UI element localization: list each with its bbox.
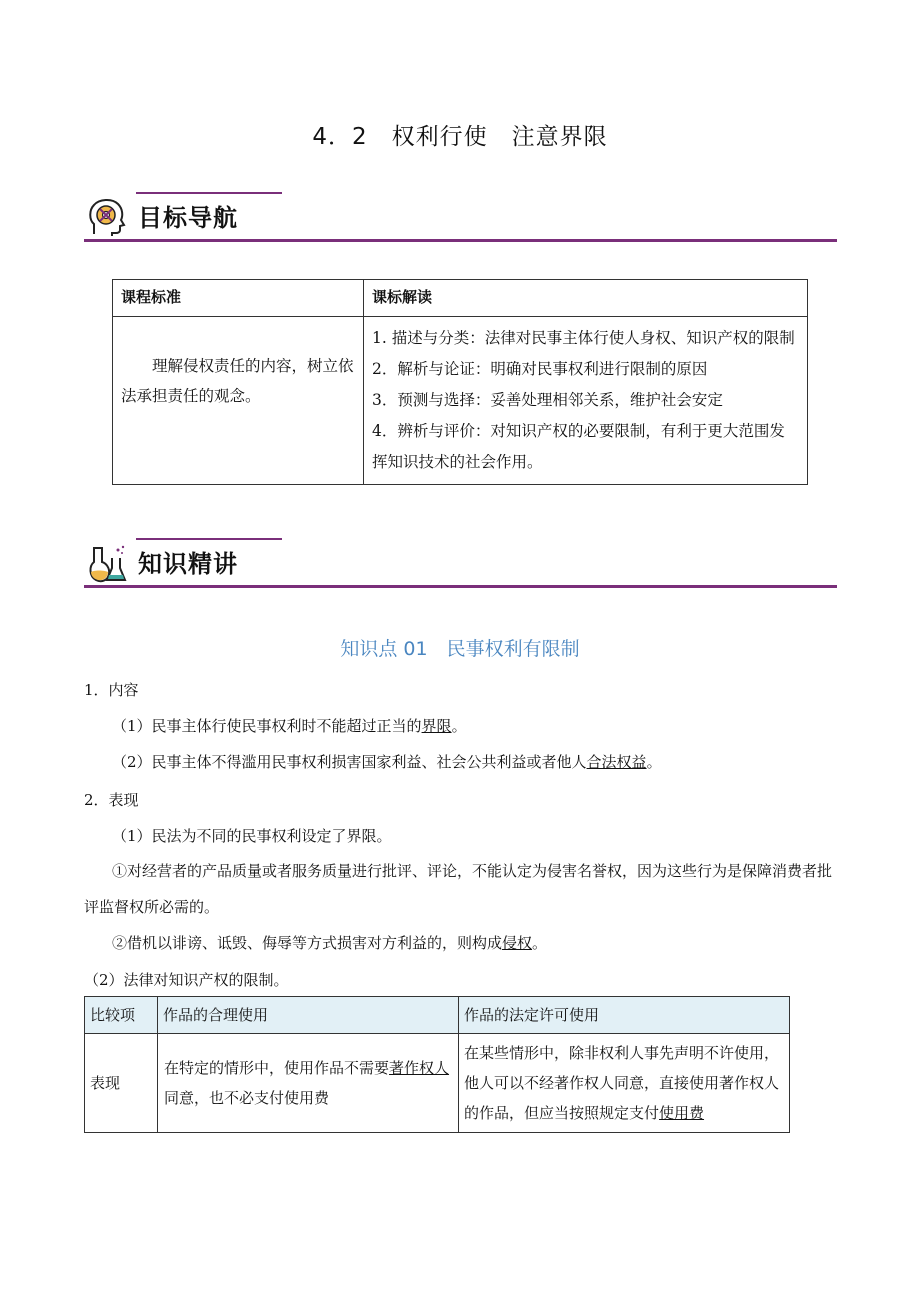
text: 同意，也不必支付使用费 xyxy=(164,1089,330,1107)
page-title: 4．2 权利行使 注意界限 xyxy=(312,124,608,150)
text: ②借机以诽谤、诋毁、侮辱等方式损害对方利益的，则构成 xyxy=(112,934,503,952)
text: 。 xyxy=(646,753,662,771)
header-legal-license: 作品的法定许可使用 xyxy=(459,997,790,1034)
knowledge-point-title: 知识点 01 民事权利有限制 xyxy=(340,638,580,660)
header-accent-bar xyxy=(136,538,282,540)
underlined-term: 侵权 xyxy=(502,934,533,952)
header-fair-use: 作品的合理使用 xyxy=(158,997,459,1034)
paragraph: ①对经营者的产品质量或者服务质量进行批评、评论，不能认定为侵害名誉权，因为这些行为是保障消费者批评监督权所必需的。 xyxy=(84,862,833,916)
text: 。 xyxy=(532,934,548,952)
header-interpretation: 课标解读 xyxy=(364,280,808,317)
header-underline xyxy=(84,239,837,242)
goal-item: 4．辨析与评价：对知识产权的必要限制，有利于更大范围发挥知识技术的社会作用。 xyxy=(372,422,785,471)
section-label: 知识精讲 xyxy=(138,550,238,578)
text: （2）民事主体不得滥用民事权利损害国家利益、社会公共利益或者他人 xyxy=(112,753,587,771)
curriculum-table xyxy=(112,279,808,485)
paragraph xyxy=(112,932,547,954)
brain-gear-icon xyxy=(86,196,128,238)
section-header-goals xyxy=(84,192,837,242)
table-row xyxy=(113,317,808,485)
paragraph: （1）民法为不同的民事权利设定了界限。 xyxy=(112,827,392,845)
comparison-table xyxy=(84,996,790,1133)
table-header-row xyxy=(85,997,790,1034)
paragraph xyxy=(112,715,467,737)
text: （1）民事主体行使民事权利时不能超过正当的 xyxy=(112,717,422,735)
goal-item: 3．预测与选择：妥善处理相邻关系，维护社会安定 xyxy=(372,391,723,409)
heading-content: 1．内容 xyxy=(84,681,139,699)
legal-license-cell xyxy=(459,1034,790,1133)
goal-item: 1. 描述与分类：法律对民事主体行使人身权、知识产权的限制 xyxy=(372,329,795,347)
text: 在某些情形中，除非权利人事先声明不许使用，他人可以不经著作权人同意，直接使用著作权人的作品，但应当按照规定支付 xyxy=(464,1044,780,1122)
header-item: 比较项 xyxy=(85,997,158,1034)
standard-cell: 理解侵权责任的内容，树立依法承担责任的观念。 xyxy=(113,317,364,485)
fair-use-cell xyxy=(158,1034,459,1133)
header-accent-bar xyxy=(136,192,282,194)
underlined-term: 著作权人 xyxy=(389,1059,450,1077)
underlined-term: 使用费 xyxy=(659,1104,705,1122)
text: 。 xyxy=(451,717,467,735)
table-header-row xyxy=(113,280,808,317)
goal-item: 2．解析与论证：明确对民事权利进行限制的原因 xyxy=(372,360,708,378)
section-label: 目标导航 xyxy=(138,204,238,232)
paragraph xyxy=(112,751,662,773)
flask-icon xyxy=(86,542,128,584)
goals-cell xyxy=(364,317,808,485)
header-underline xyxy=(84,585,837,588)
underlined-term: 合法权益 xyxy=(586,753,647,771)
heading-manifestation: 2．表现 xyxy=(84,791,139,809)
underlined-term: 界限 xyxy=(421,717,452,735)
paragraph: （2）法律对知识产权的限制。 xyxy=(84,971,289,989)
section-header-knowledge xyxy=(84,538,837,588)
table-row xyxy=(85,1034,790,1133)
text: 在特定的情形中，使用作品不需要 xyxy=(164,1059,390,1077)
row-label: 表现 xyxy=(85,1034,158,1133)
header-standard: 课程标准 xyxy=(113,280,364,317)
